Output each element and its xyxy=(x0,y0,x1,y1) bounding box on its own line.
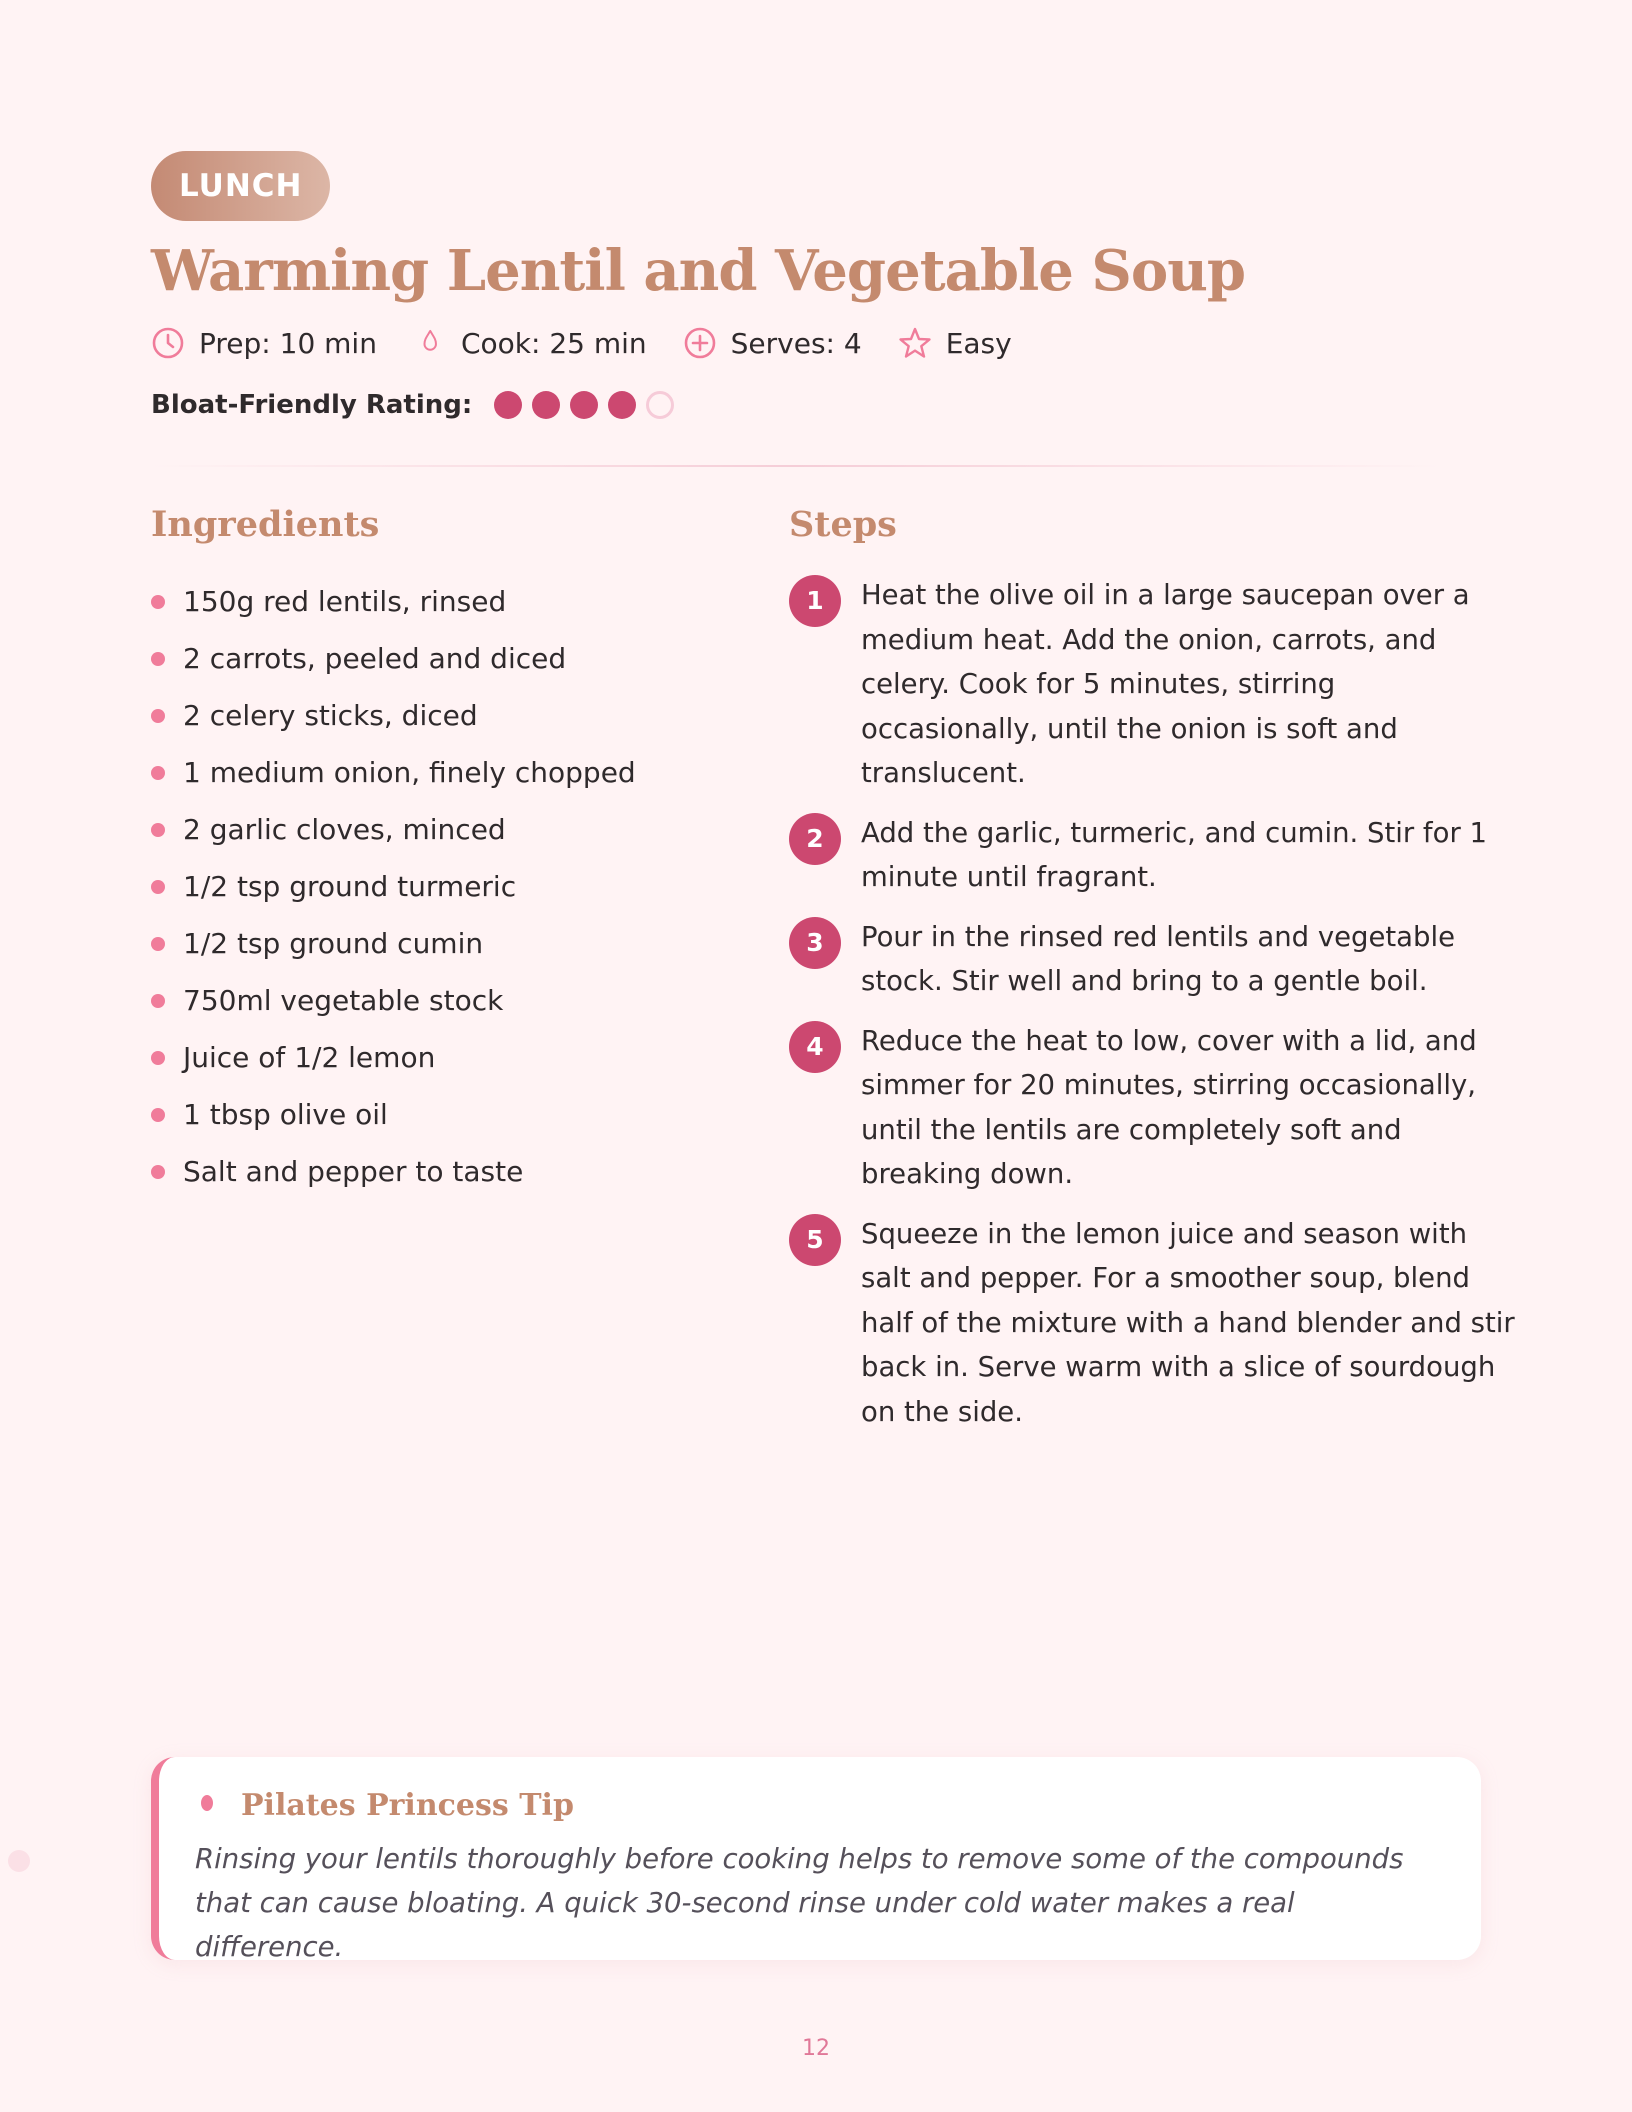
ingredient-item xyxy=(151,687,789,744)
ingredient-item xyxy=(151,1029,789,1086)
tip-text: Rinsing your lentils thoroughly before cooking helps to remove some of the compounds that can cause bloating. A quick 30-second rinse under cold water makes a real difference. xyxy=(195,1843,1404,1963)
bullet-dot-icon xyxy=(151,595,165,609)
section-divider xyxy=(151,465,1441,467)
step-text: Squeeze in the lemon juice and season with salt and pepper. For a smoother soup, blend half of the mixture with a hand blender and stir back in. Serve warm with a slice of sourdough on the side. xyxy=(861,1217,1515,1428)
page-number: 12 xyxy=(802,2036,830,2061)
bloat-rating xyxy=(151,383,1521,427)
ingredient-text: 1/2 tsp ground turmeric xyxy=(183,869,517,903)
bullet-dot-icon xyxy=(151,1108,165,1122)
step-number-badge: 1 xyxy=(789,575,841,627)
step-item xyxy=(789,573,1521,796)
meta-prep-label: Prep: 10 min xyxy=(199,326,377,360)
steps-section xyxy=(789,501,1521,1449)
droplet-icon xyxy=(199,1790,221,1820)
ingredient-text: 1 tbsp olive oil xyxy=(183,1097,388,1131)
meta-serves-label: Serves: 4 xyxy=(730,326,862,360)
rating-dot-filled-icon xyxy=(608,391,636,419)
ingredient-text: 150g red lentils, rinsed xyxy=(183,584,507,618)
steps-list xyxy=(789,573,1521,1434)
rating-label: Bloat-Friendly Rating: xyxy=(151,390,473,420)
step-text: Heat the olive oil in a large saucepan over a medium heat. Add the onion, carrots, and celery. Cook for 5 minutes, stirring occasionally, until the onion is soft and translucent. xyxy=(861,579,1470,789)
ingredient-item xyxy=(151,630,789,687)
step-number-badge: 3 xyxy=(789,917,841,969)
meta-cook-label: Cook: 25 min xyxy=(460,326,647,360)
clock-icon xyxy=(151,326,185,360)
step-number-badge: 2 xyxy=(789,813,841,865)
ingredient-item xyxy=(151,1086,789,1143)
flame-icon xyxy=(413,326,447,360)
meta-cook xyxy=(413,326,647,360)
ingredients-heading: Ingredients xyxy=(151,504,380,545)
recipe-meta xyxy=(151,321,1521,365)
ingredient-item xyxy=(151,858,789,915)
bullet-dot-icon xyxy=(151,823,165,837)
meta-serves xyxy=(683,326,862,360)
rating-dots xyxy=(494,391,684,419)
tip-title: Pilates Princess Tip xyxy=(241,1787,574,1823)
bullet-dot-icon xyxy=(151,994,165,1008)
step-number-badge: 5 xyxy=(789,1214,841,1266)
step-item xyxy=(789,1212,1521,1435)
ingredient-text: Juice of 1/2 lemon xyxy=(183,1040,436,1074)
steps-heading: Steps xyxy=(789,504,897,545)
recipe-body xyxy=(151,501,1521,1449)
bullet-dot-icon xyxy=(151,880,165,894)
ingredient-text: 1/2 tsp ground cumin xyxy=(183,926,484,960)
ingredient-item xyxy=(151,915,789,972)
step-text: Pour in the rinsed red lentils and vegetable stock. Stir well and bring to a gentle boil. xyxy=(861,920,1456,997)
step-item xyxy=(789,915,1521,1004)
ingredient-text: 750ml vegetable stock xyxy=(183,983,504,1017)
ingredient-text: Salt and pepper to taste xyxy=(183,1154,524,1188)
step-number-badge: 4 xyxy=(789,1021,841,1073)
bullet-dot-icon xyxy=(151,652,165,666)
decorative-blob xyxy=(8,1850,30,1872)
step-text: Reduce the heat to low, cover with a lid, and simmer for 20 minutes, stirring occasionally, until the lentils are completely soft and breaking down. xyxy=(861,1024,1477,1190)
step-text: Add the garlic, turmeric, and cumin. Stir for 1 minute until fragrant. xyxy=(861,816,1487,893)
bullet-dot-icon xyxy=(151,709,165,723)
ingredient-item xyxy=(151,573,789,630)
plus-circle-icon xyxy=(683,326,717,360)
ingredient-text: 2 carrots, peeled and diced xyxy=(183,641,567,675)
step-item xyxy=(789,1019,1521,1197)
ingredient-item xyxy=(151,744,789,801)
recipe-title: Warming Lentil and Vegetable Soup xyxy=(151,238,1246,304)
ingredient-text: 1 medium onion, finely chopped xyxy=(183,755,636,789)
rating-dot-filled-icon xyxy=(532,391,560,419)
recipe-page xyxy=(151,151,1521,1449)
tip-box xyxy=(151,1757,1481,1963)
ingredient-item xyxy=(151,801,789,858)
bullet-dot-icon xyxy=(151,937,165,951)
meta-difficulty xyxy=(898,326,1012,360)
bullet-dot-icon xyxy=(151,1165,165,1179)
bullet-dot-icon xyxy=(151,766,165,780)
ingredients-list xyxy=(151,573,789,1200)
meta-difficulty-label: Easy xyxy=(945,326,1012,360)
ingredients-section xyxy=(151,501,789,1449)
ingredient-item xyxy=(151,972,789,1029)
tip-header xyxy=(195,1783,1441,1827)
star-icon xyxy=(898,326,932,360)
ingredient-text: 2 celery sticks, diced xyxy=(183,698,478,732)
category-badge: LUNCH xyxy=(151,151,330,221)
ingredient-item xyxy=(151,1143,789,1200)
rating-dot-empty-icon xyxy=(646,391,674,419)
step-item xyxy=(789,811,1521,900)
rating-dot-filled-icon xyxy=(570,391,598,419)
ingredient-text: 2 garlic cloves, minced xyxy=(183,812,506,846)
bullet-dot-icon xyxy=(151,1051,165,1065)
meta-prep xyxy=(151,326,377,360)
rating-dot-filled-icon xyxy=(494,391,522,419)
